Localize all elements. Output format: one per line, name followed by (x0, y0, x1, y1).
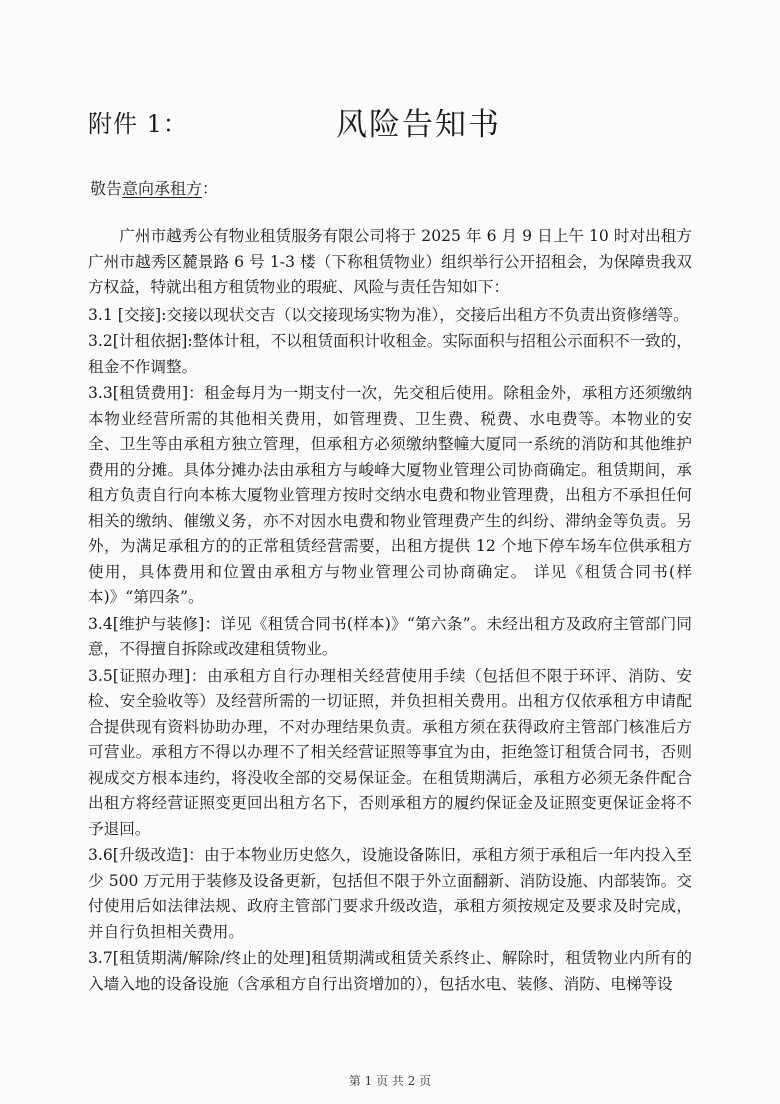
clause-3-4: 3.4[维护与装修]：详见《租赁合同书(样本)》“第六条”。未经出租方及政府主管部门同意，不得擅自拆除或改建租赁物业。 (88, 614, 692, 658)
page-title: 风险告知书 (336, 107, 501, 143)
document-body (88, 224, 692, 998)
attachment-label: 附件 1： (88, 110, 188, 138)
intro-paragraph: 广州市越秀公有物业租赁服务有限公司将于 2025 年 6 月 9 日上午 10 时对出租方广州市越秀区麓景路 6 号 1-3 楼（下称租赁物业）组织举行公开招租会，为保障贵我双方权益，特就出租方租赁物业的瑕疵、风险与责任告知如下： (88, 227, 692, 296)
clause-3-6: 3.6[升级改造]：由于本物业历史悠久，设施设备陈旧，承租方须于承租后一年内投入至少 500 万元用于装修及设备更新，包括但不限于外立面翻新、消防设施、内部装饰。交付使用后如法律法规、政府主管部门要求升级改造，承租方须按规定及要求及时完成，并自行负担相关费用。 (88, 846, 692, 941)
salutation (90, 176, 218, 199)
clause-3-7: 3.7[租赁期满/解除/终止的处理]租赁期满或租赁关系终止、解除时，租赁物业内所有的入墙入地的设备设施（含承租方自行出资增加的），包括水电、装修、消防、电梯等设 (88, 949, 692, 993)
clause-3-2: 3.2[计租依据]:整体计租，不以租赁面积计收租金。实际面积与招租公示面积不一致的，租金不作调整。 (88, 332, 692, 376)
salutation-prefix: 敬告 (90, 179, 123, 198)
salutation-recipient: 意向承租方 (122, 179, 203, 198)
salutation-suffix: ： (202, 179, 219, 198)
clause-3-3: 3.3[租赁费用]：租金每月为一期支付一次，先交租后使用。除租金外，承租方还须缴纳本物业经营所需的其他相关费用，如管理费、卫生费、税费、水电费等。本物业的安全、卫生等由承租方独立管理，但承租方必须缴纳整幢大厦同一系统的消防和其他维护费用的分摊。具体分摊办法由承租方与峻峰大厦物业管理公司协商确定。租赁期间，承租方负责自行向本栋大厦物业管理方按时交纳水电费和物业管理费，出租方不承担任何相关的缴纳、催缴义务，亦不对因水电费和物业管理费产生的纠纷、滞纳金等负责。另外，为满足承租方的的正常租赁经营需要，出租方提供 12 个地下停车场车位供承租方使用，具体费用和位置由承租方与物业管理公司协商确定。 详见《租赁合同书(样本)》“第四条”。 (88, 384, 692, 606)
clause-3-5: 3.5[证照办理]：由承租方自行办理相关经营使用手续（包括但不限于环评、消防、安检、安全验收等）及经营所需的一切证照，并负担相关费用。出租方仅依承租方申请配合提供现有资料协助办理，不对办理结果负责。承租方须在获得政府主管部门核准后方可营业。承租方不得以办理不了相关经营证照等事宜为由，拒绝签订租赁合同书，否则视成交方根本违约，将没收全部的交易保证金。在租赁期满后，承租方必须无条件配合出租方将经营证照变更回出租方名下，否则承租方的履约保证金及证照变更保证金将不予退回。 (88, 666, 692, 838)
page-number: 第 1 页 共 2 页 (348, 1074, 432, 1088)
clause-3-1: 3.1 [交接]:交接以现状交吉（以交接现场实物为准），交接后出租方不负责出资修缮等。 (88, 305, 689, 324)
